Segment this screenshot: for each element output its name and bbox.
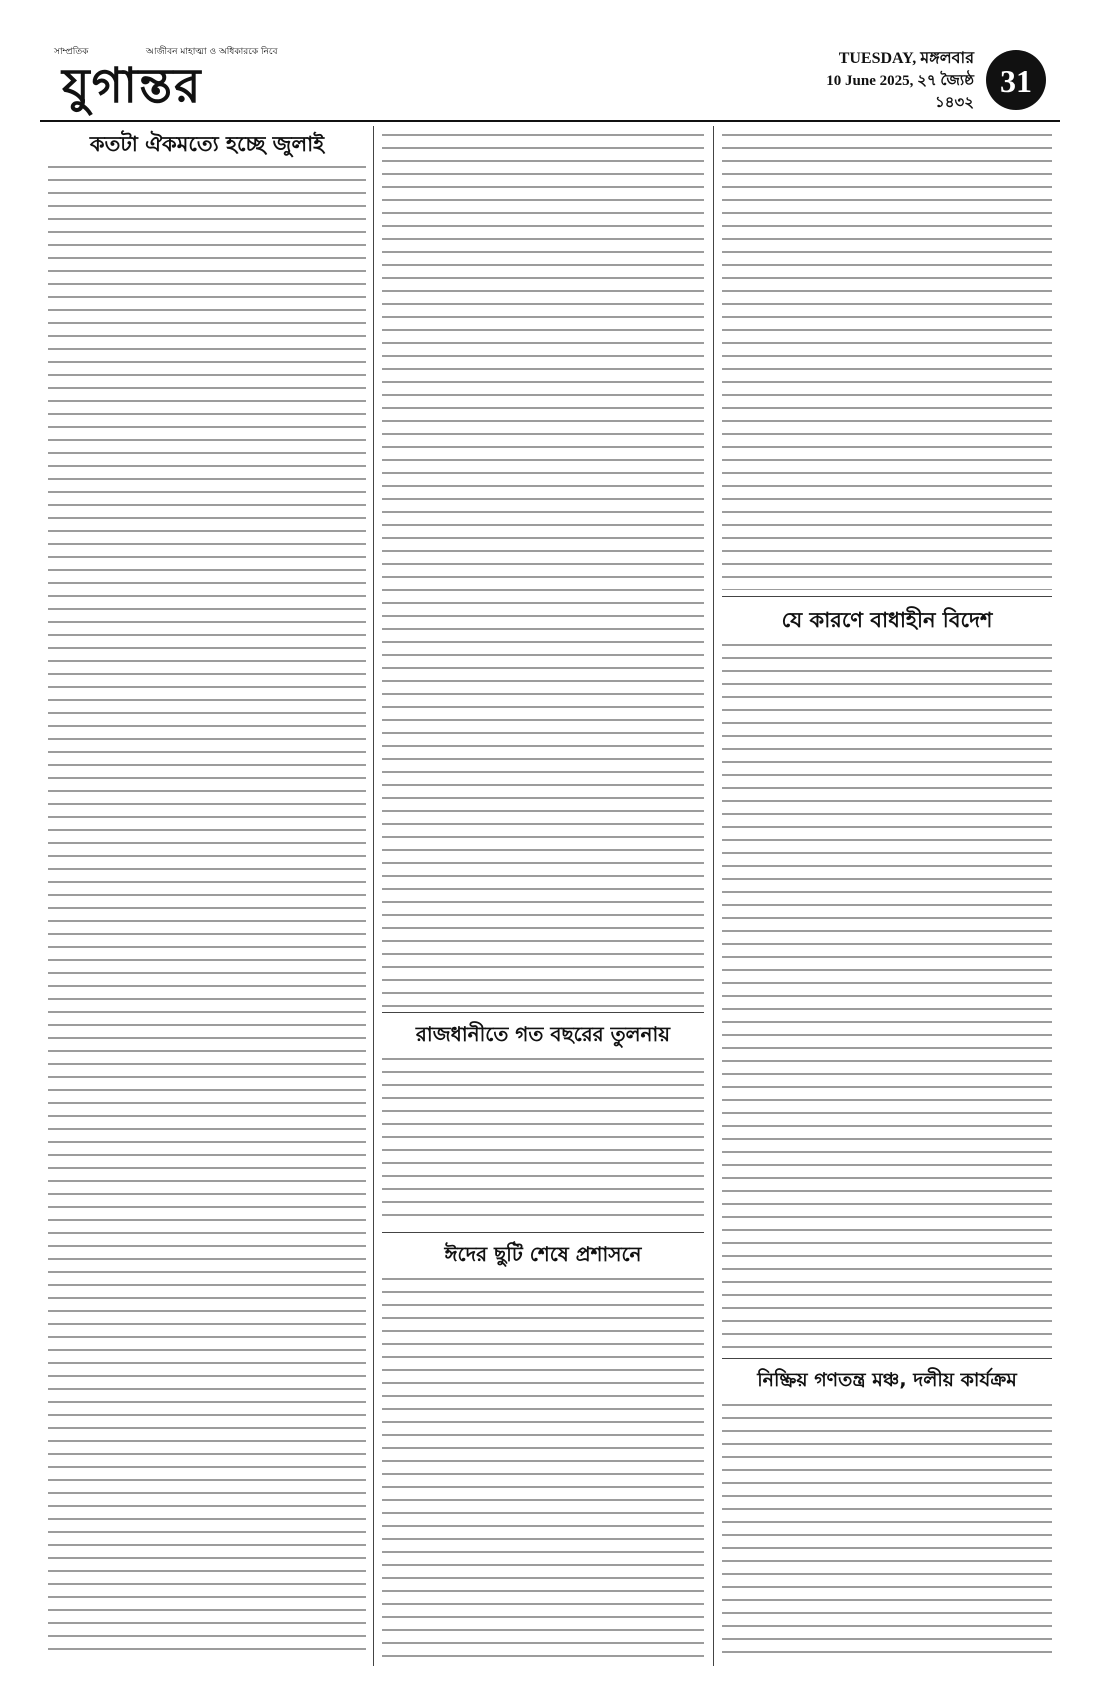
headline: রাজধানীতে গত বছরের তুলনায় — [415, 1022, 671, 1046]
weekday: TUESDAY, মঙ্গলবার — [838, 50, 974, 67]
headline: যে কারণে বাধাহীন বিদেশ — [781, 608, 993, 632]
headline: নিষ্ক্রিয় গণতন্ত্র মঞ্চ, দলীয় কার্যক্রম — [757, 1369, 1017, 1391]
column-divider — [713, 126, 714, 1666]
masthead — [40, 40, 1060, 122]
section-divider — [722, 1358, 1052, 1359]
dateline — [784, 48, 974, 114]
logo-wordmark: যুগান্তর — [62, 58, 203, 114]
section-divider — [382, 1232, 704, 1233]
article-body — [48, 160, 366, 1660]
page-number-badge-shape — [982, 46, 1050, 114]
section-divider — [382, 1012, 704, 1013]
article-body — [382, 1272, 704, 1660]
date: 10 June 2025, ২৭ জ্যৈষ্ঠ ১৪৩২ — [826, 73, 974, 111]
logo-tagline-left: সাম্প্রতিক — [54, 47, 89, 57]
column-divider — [373, 126, 374, 1666]
page-number: 31 — [1000, 63, 1032, 99]
logo-tagline-right: আজীবন মাহাত্মা ও অধিকারকে নিবে — [146, 47, 278, 57]
headline: কতটা ঐকমত্যে হচ্ছে জুলাই — [89, 132, 325, 156]
page-number-badge — [982, 46, 1050, 114]
section-divider — [722, 596, 1052, 597]
article-body — [722, 1398, 1052, 1660]
article-body — [382, 1052, 704, 1226]
article-body — [722, 638, 1052, 1352]
article-body — [382, 128, 704, 1008]
headline: ঈদের ছুটি শেষে প্রশাসনে — [444, 1242, 642, 1266]
article-body — [722, 128, 1052, 590]
newspaper-logo — [54, 40, 294, 116]
